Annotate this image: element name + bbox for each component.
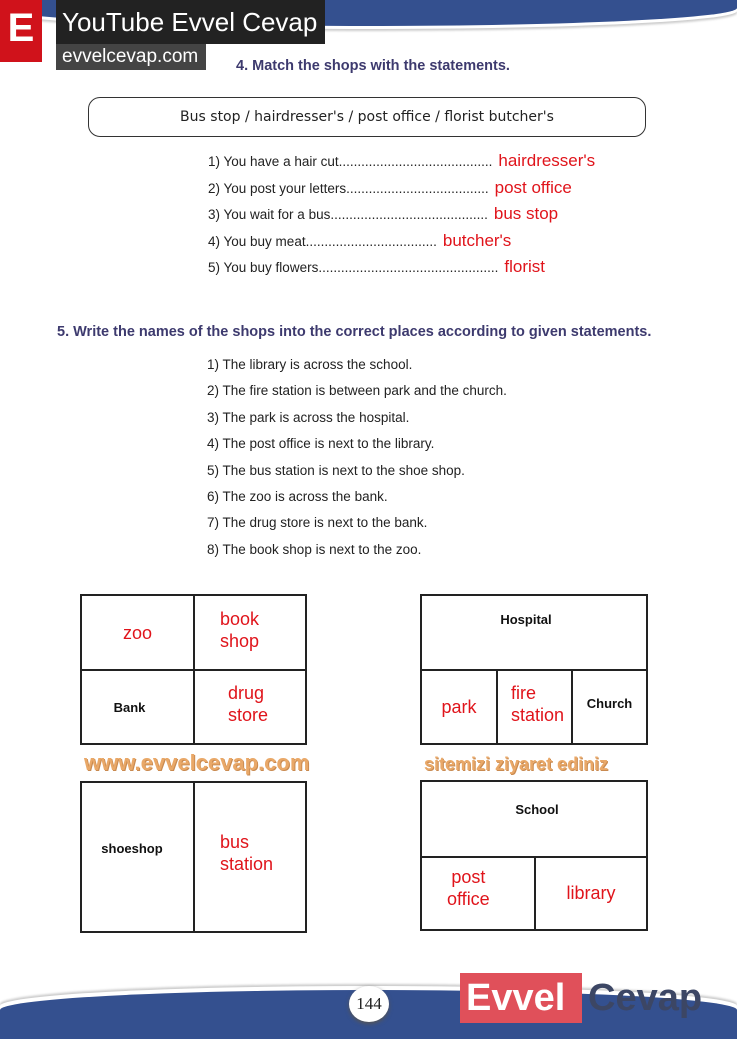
exercise-4-row: [208, 254, 545, 280]
answer-fire-station: fire station: [511, 683, 565, 725]
answer-library: library: [566, 883, 616, 903]
answer-zoo: zoo: [122, 622, 153, 643]
label-school: School: [515, 802, 559, 817]
clue-8: 8) The book shop is next to the zoo.: [207, 541, 422, 557]
answer-park: park: [441, 697, 477, 717]
youtube-channel-label: YouTube Evvel Cevap: [56, 0, 325, 44]
clue-3: 3) The park is across the hospital.: [207, 409, 410, 425]
map-shoeshop: [80, 781, 307, 933]
answer-4: butcher's: [442, 230, 512, 250]
footer-logo-evvel: Evvel: [460, 973, 582, 1023]
exercise-4-row: [208, 201, 558, 227]
map-school: [420, 780, 648, 931]
clue-5: 5) The bus station is next to the shoe shop.: [207, 462, 465, 478]
exercise-4-row: [208, 175, 572, 201]
clue-4: 4) The post office is next to the library.: [207, 436, 435, 452]
watermark-site: www.evvelcevap.com: [84, 750, 310, 775]
map-hospital: [420, 594, 648, 745]
statement-1: 1) You have a hair cut.........................................: [208, 154, 493, 169]
answer-1: hairdresser's: [498, 151, 596, 170]
statement-4: 4) You buy meat...................................: [208, 233, 437, 249]
answer-book-shop: book shop: [220, 609, 260, 651]
statement-5: 5) You buy flowers................................................: [208, 260, 499, 275]
site-link[interactable]: evvelcevap.com: [56, 44, 206, 70]
label-hospital: Hospital: [500, 612, 552, 627]
exercise-4-row: [208, 228, 511, 254]
label-bank: Bank: [113, 699, 146, 715]
exercise-4-row: [208, 148, 595, 174]
map-zoo-bank: [80, 594, 307, 745]
answer-5: florist: [504, 257, 545, 276]
answer-bus-station: bus station: [220, 832, 274, 874]
footer-logo-cevap: Cevap: [588, 977, 703, 1019]
statement-2: 2) You post your letters......................................: [208, 180, 489, 196]
word-bank: Bus stop / hairdresser's / post office / florist butcher's: [88, 97, 646, 137]
label-church: Church: [586, 696, 633, 711]
answer-drug-store: drug store: [228, 683, 269, 725]
answer-3: bus stop: [493, 204, 559, 223]
exercise-4-title: 4. Match the shops with the statements.: [236, 58, 510, 74]
watermark-visit: sitemizi ziyaret ediniz: [424, 754, 609, 774]
label-shoeshop: shoeshop: [101, 840, 163, 856]
exercise-5-title: 5. Write the names of the shops into the correct places according to given statements.: [57, 324, 652, 340]
clue-2: 2) The fire station is between park and the church.: [207, 383, 507, 399]
clue-7: 7) The drug store is next to the bank.: [207, 515, 428, 531]
page-number: 144: [349, 986, 389, 1022]
answer-2: post office: [494, 177, 572, 197]
answer-post-office: post office: [447, 867, 490, 909]
evvelcevap-logo: E: [0, 0, 42, 62]
clue-6: 6) The zoo is across the bank.: [207, 489, 388, 504]
statement-3: 3) You wait for a bus..........................................: [208, 207, 488, 222]
clue-1: 1) The library is across the school.: [207, 357, 413, 372]
